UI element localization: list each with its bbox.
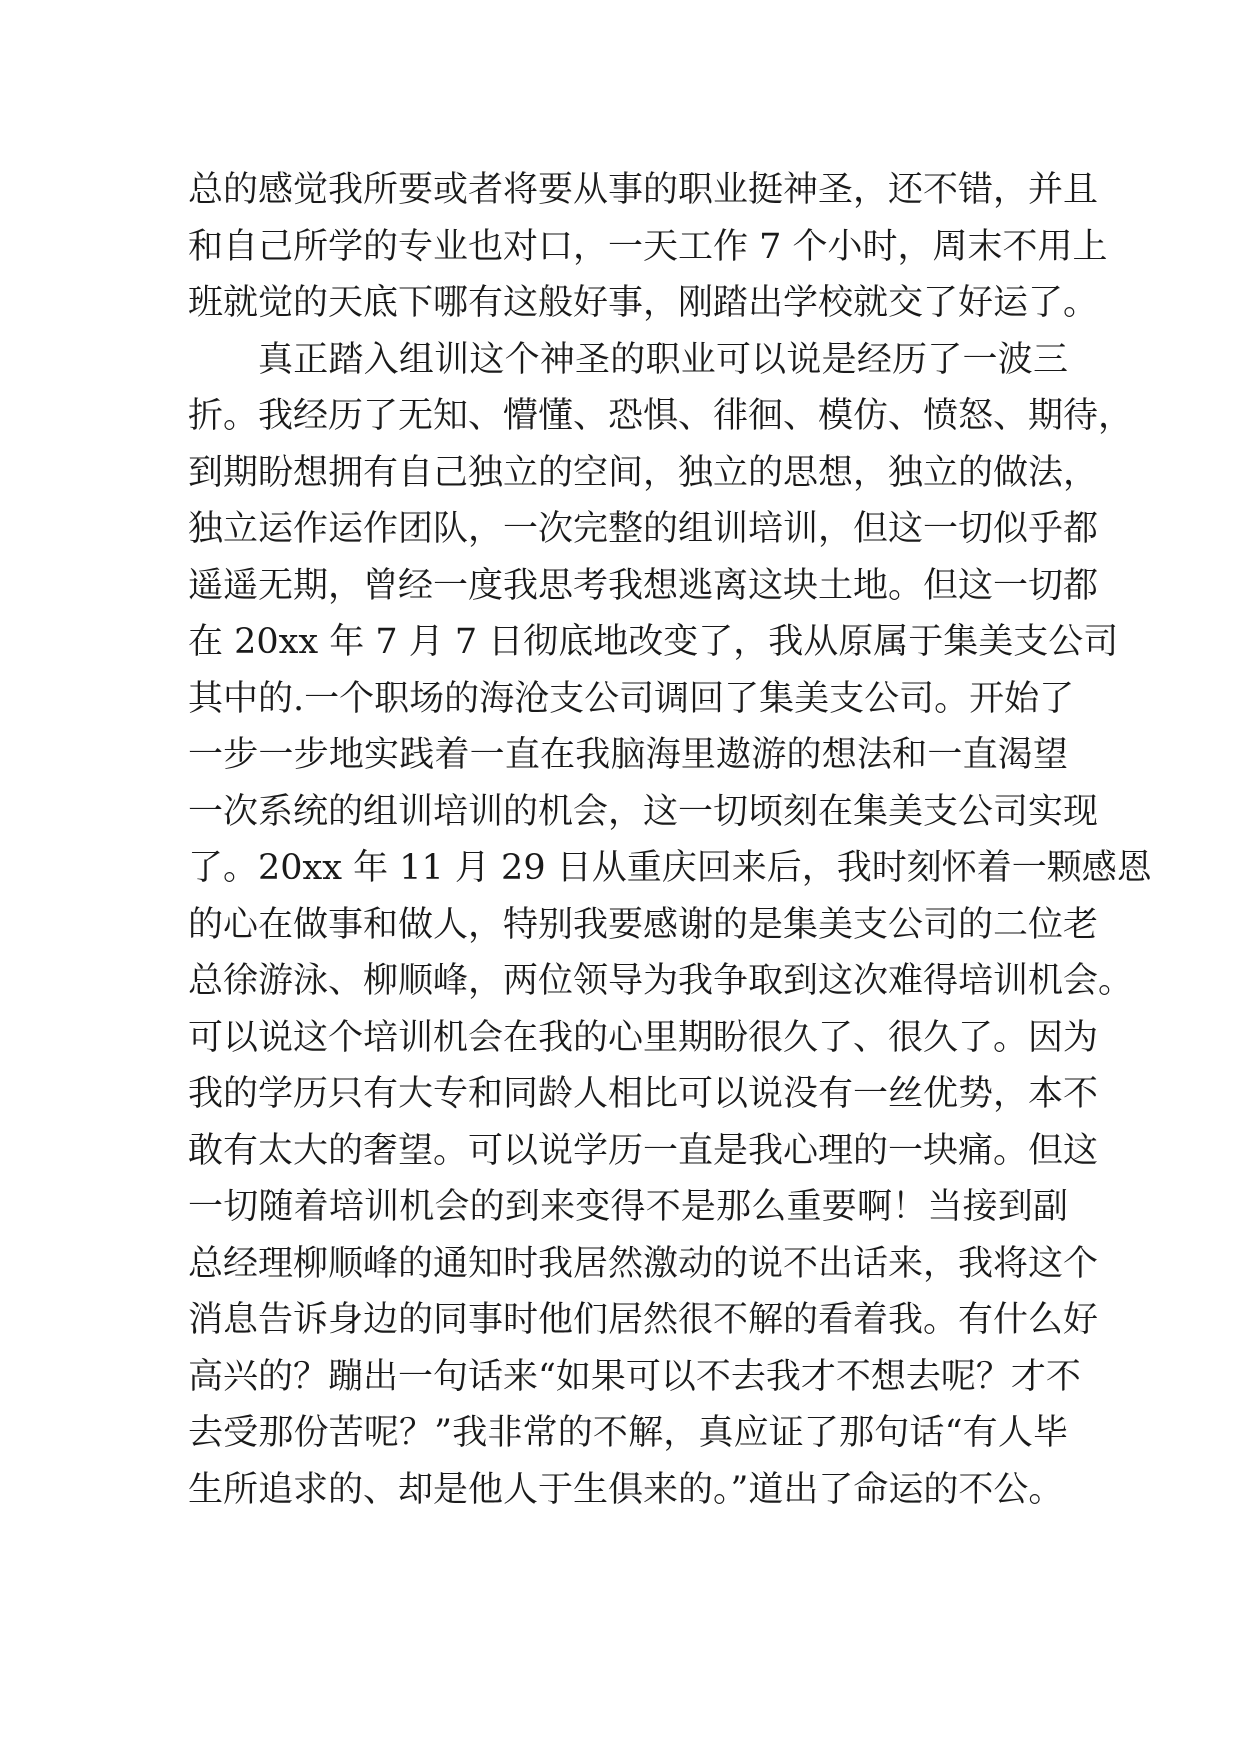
body-text [188, 162, 1152, 1518]
text-line: 了。20xx 年 11 月 29 日从重庆回来后，我时刻怀着一颗感恩 [188, 848, 1152, 888]
text-line: 总经理柳顺峰的通知时我居然激动的说不出话来，我将这个 [188, 1243, 1099, 1284]
text-line: 的心在做事和做人，特别我要感谢的是集美支公司的二位老 [188, 904, 1099, 945]
text-line: 消息告诉身边的同事时他们居然很不解的看着我。有什么好 [188, 1300, 1099, 1340]
text-line: 真正踏入组训这个神圣的职业可以说是经历了一波三 [258, 339, 1068, 380]
text-line: 遥遥无期，曾经一度我思考我想逃离这块土地。但这一切都 [188, 565, 1099, 606]
text-line: 一步一步地实践着一直在我脑海里遨游的想法和一直渴望 [188, 735, 1068, 775]
text-line: 我的学历只有大专和同龄人相比可以说没有一丝优势，本不 [188, 1074, 1099, 1114]
text-line: 生所追求的、却是他人于生俱来的。”道出了命运的不公。 [188, 1469, 1064, 1510]
text-line: 一切随着培训机会的到来变得不是那么重要啊！当接到副 [188, 1187, 1068, 1227]
text-line: 在 20xx 年 7 月 7 日彻底地改变了，我从原属于集美支公司 [188, 622, 1119, 662]
text-line: 独立运作运作团队，一次完整的组训培训，但这一切似乎都 [188, 509, 1099, 549]
text-line: 一次系统的组训培训的机会，这一切顷刻在集美支公司实现 [188, 791, 1099, 832]
text-line: 其中的.一个职场的海沧支公司调回了集美支公司。开始了 [188, 678, 1075, 719]
text-line: 敢有太大的奢望。可以说学历一直是我心理的一块痛。但这 [188, 1130, 1099, 1171]
text-line: 班就觉的天底下哪有这般好事，刚踏出学校就交了好运了。 [188, 283, 1099, 323]
text-line: 和自己所学的专业也对口，一天工作 7 个小时，周末不用上 [188, 226, 1108, 267]
text-line: 去受那份苦呢？”我非常的不解，真应证了那句话“有人毕 [188, 1413, 1068, 1453]
text-line: 总徐游泳、柳顺峰，两位领导为我争取到这次难得培训机会。 [188, 961, 1134, 1001]
text-line: 高兴的？蹦出一句话来“如果可以不去我才不想去呢？才不 [188, 1356, 1081, 1397]
text-line: 折。我经历了无知、懵懂、恐惧、徘徊、模仿、愤怒、期待， [188, 396, 1134, 436]
text-line: 可以说这个培训机会在我的心里期盼很久了、很久了。因为 [188, 1017, 1099, 1058]
text-line: 总的感觉我所要或者将要从事的职业挺神圣，还不错，并且 [188, 170, 1099, 210]
text-line: 到期盼想拥有自己独立的空间，独立的思想，独立的做法， [188, 452, 1099, 493]
